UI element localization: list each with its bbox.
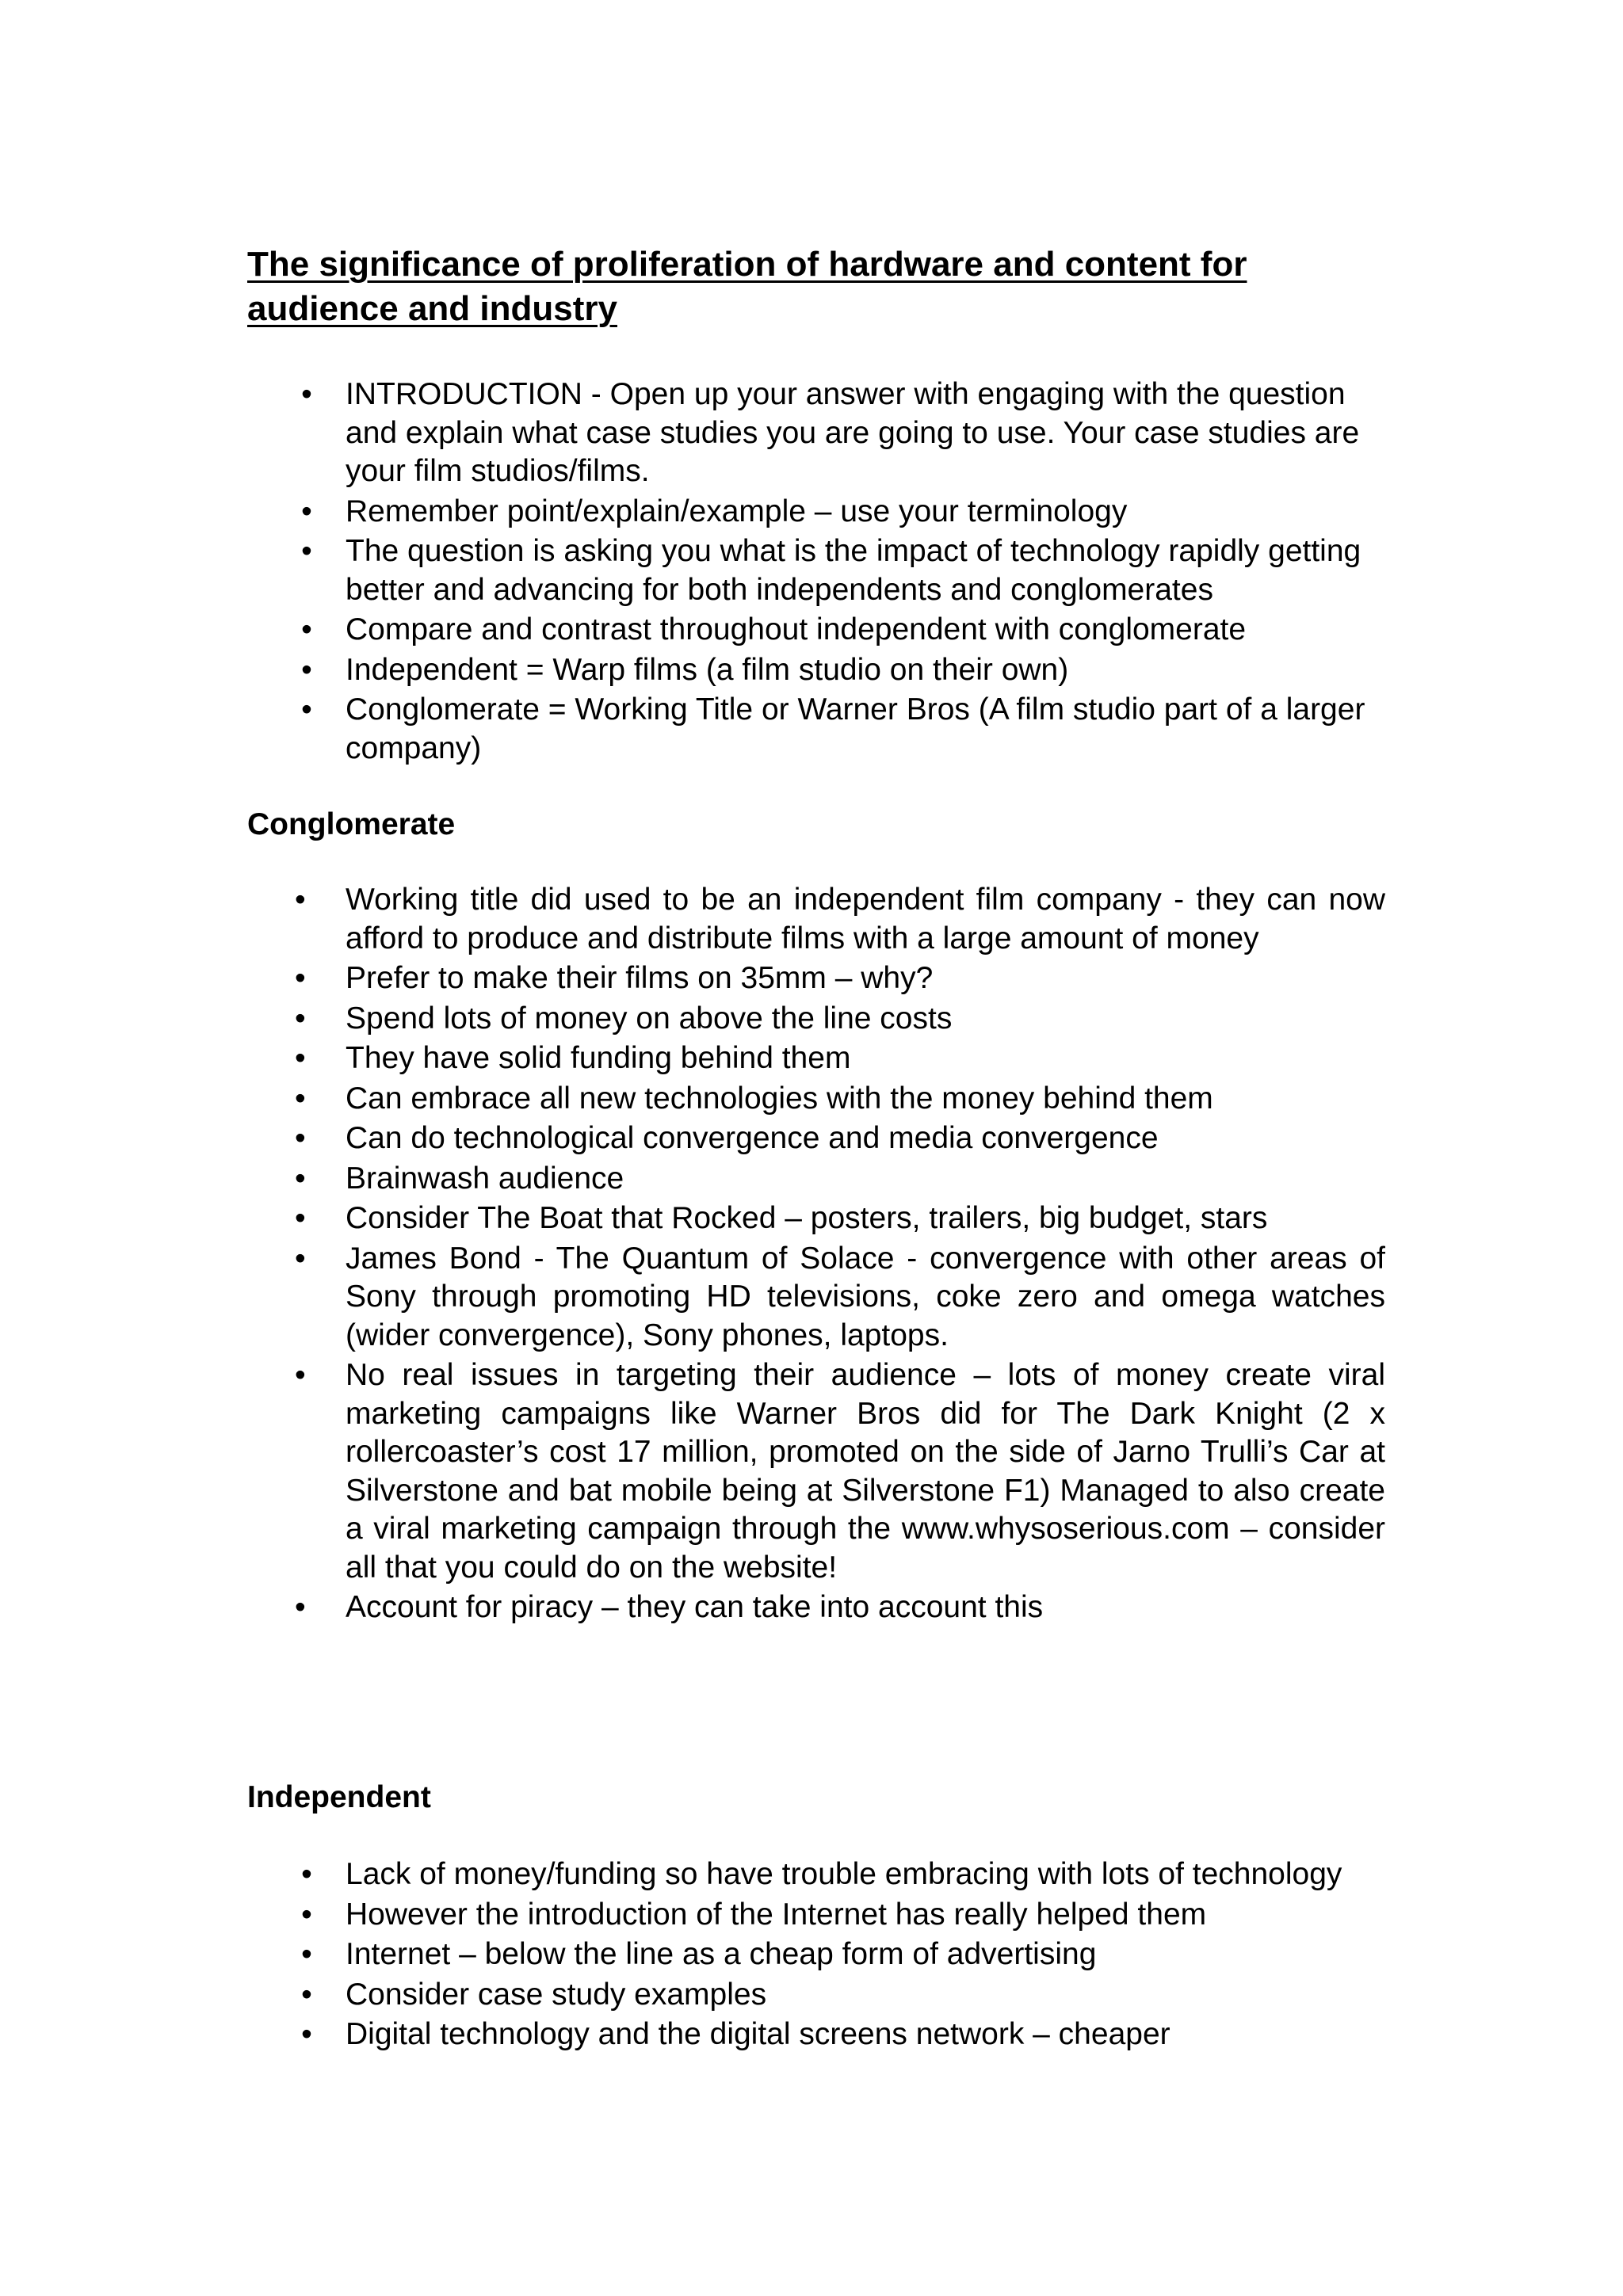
list-item xyxy=(295,1000,1385,1039)
list-item-text: The question is asking you what is the impact of technology rapidly getting better and advancing for both independents and conglomerates xyxy=(346,534,1361,607)
list-item-text: Consider The Boat that Rocked – posters, trailers, big budget, stars xyxy=(346,1201,1268,1235)
bullet-icon: • xyxy=(301,377,312,411)
bullet-icon: • xyxy=(301,1897,312,1932)
list-item-text: However the introduction of the Internet has really helped them xyxy=(346,1897,1207,1932)
list-item xyxy=(301,2016,1385,2054)
list-item-text: Brainwash audience xyxy=(346,1161,624,1196)
list-item-text: Conglomerate = Working Title or Warner Bros (A film studio part of a larger company) xyxy=(346,692,1365,765)
bullet-icon: • xyxy=(301,2017,312,2051)
list-item-text: Working title did used to be an independent film company - they can now afford to produce and distribute films with a large amount of money xyxy=(346,883,1385,955)
bullet-icon: • xyxy=(295,961,306,995)
conglomerate-bullet-list xyxy=(0,881,1623,1629)
list-item xyxy=(301,493,1385,532)
list-item-text: Internet – below the line as a cheap form of advertising xyxy=(346,1937,1097,1971)
list-item xyxy=(301,1855,1385,1894)
list-item xyxy=(295,1039,1385,1078)
list-item xyxy=(301,1896,1385,1935)
bullet-icon: • xyxy=(301,1857,312,1891)
list-item-text: No real issues in targeting their audience – lots of money create viral marketing campaigns like Warner Bros did for The Dark Knight (2 x rollercoaster’s cost 17 million, promoted on the side of Jarno Trulli’s Car at Silverstone and bat mobile being at Silverstone F1) Managed to also create a viral marketing campaign through the www.whysoserious.com – consider all that you could do on the website! xyxy=(346,1358,1385,1585)
list-item xyxy=(301,1936,1385,1974)
list-item-text: Can embrace all new technologies with the money behind them xyxy=(346,1081,1213,1116)
bullet-icon: • xyxy=(301,652,312,687)
list-item xyxy=(295,1240,1385,1356)
bullet-icon: • xyxy=(301,494,312,528)
list-item xyxy=(301,611,1385,650)
bullet-icon: • xyxy=(295,883,306,917)
bullet-icon: • xyxy=(295,1041,306,1075)
list-item xyxy=(295,1199,1385,1238)
list-item xyxy=(301,651,1385,690)
list-item xyxy=(295,1080,1385,1119)
bullet-icon: • xyxy=(295,1161,306,1196)
list-item-text: Digital technology and the digital screens network – cheaper xyxy=(346,2017,1170,2051)
bullet-icon: • xyxy=(301,534,312,568)
list-item-text: They have solid funding behind them xyxy=(346,1041,851,1075)
bullet-icon: • xyxy=(295,1081,306,1116)
list-item-text: INTRODUCTION - Open up your answer with engaging with the question and explain what case studies you are going to use. Your case studies are your film studios/films. xyxy=(346,377,1360,488)
list-item-text: Spend lots of money on above the line costs xyxy=(346,1001,953,1035)
bullet-icon: • xyxy=(295,1201,306,1235)
list-item-text: James Bond - The Quantum of Solace - convergence with other areas of Sony through promoting HD televisions, coke zero and omega watches (wider convergence), Sony phones, laptops. xyxy=(346,1241,1385,1352)
list-item xyxy=(295,881,1385,958)
section-heading-conglomerate: Conglomerate xyxy=(247,807,456,841)
independent-bullet-list xyxy=(0,1855,1623,2056)
document-title: The significance of proliferation of hardware and content for audience and industry xyxy=(247,245,1247,328)
bullet-icon: • xyxy=(301,692,312,727)
list-item xyxy=(301,532,1385,609)
bullet-icon: • xyxy=(301,1937,312,1971)
bullet-icon: • xyxy=(295,1241,306,1276)
list-item-text: Account for piracy – they can take into account this xyxy=(346,1590,1044,1624)
list-item-text: Prefer to make their films on 35mm – why? xyxy=(346,961,934,995)
bullet-icon: • xyxy=(295,1121,306,1155)
bullet-icon: • xyxy=(301,612,312,646)
list-item xyxy=(295,959,1385,998)
list-item-text: Can do technological convergence and media convergence xyxy=(346,1121,1159,1155)
list-item-text: Lack of money/funding so have trouble embracing with lots of technology xyxy=(346,1857,1342,1891)
list-item xyxy=(301,1976,1385,2015)
section-heading-independent: Independent xyxy=(247,1780,431,1814)
bullet-icon: • xyxy=(295,1001,306,1035)
list-item-text: Compare and contrast throughout independent with conglomerate xyxy=(346,612,1247,646)
list-item-text: Independent = Warp films (a film studio on their own) xyxy=(346,652,1069,687)
list-item xyxy=(295,1119,1385,1158)
list-item-text: Consider case study examples xyxy=(346,1977,767,2012)
list-item xyxy=(295,1160,1385,1199)
bullet-icon: • xyxy=(295,1358,306,1392)
list-item xyxy=(295,1589,1385,1627)
list-item-text: Remember point/explain/example – use your terminology xyxy=(346,494,1128,528)
list-item xyxy=(301,691,1385,768)
bullet-icon: • xyxy=(295,1590,306,1624)
list-item xyxy=(301,376,1385,491)
intro-bullet-list xyxy=(0,376,1623,769)
list-item xyxy=(295,1356,1385,1587)
bullet-icon: • xyxy=(301,1977,312,2012)
